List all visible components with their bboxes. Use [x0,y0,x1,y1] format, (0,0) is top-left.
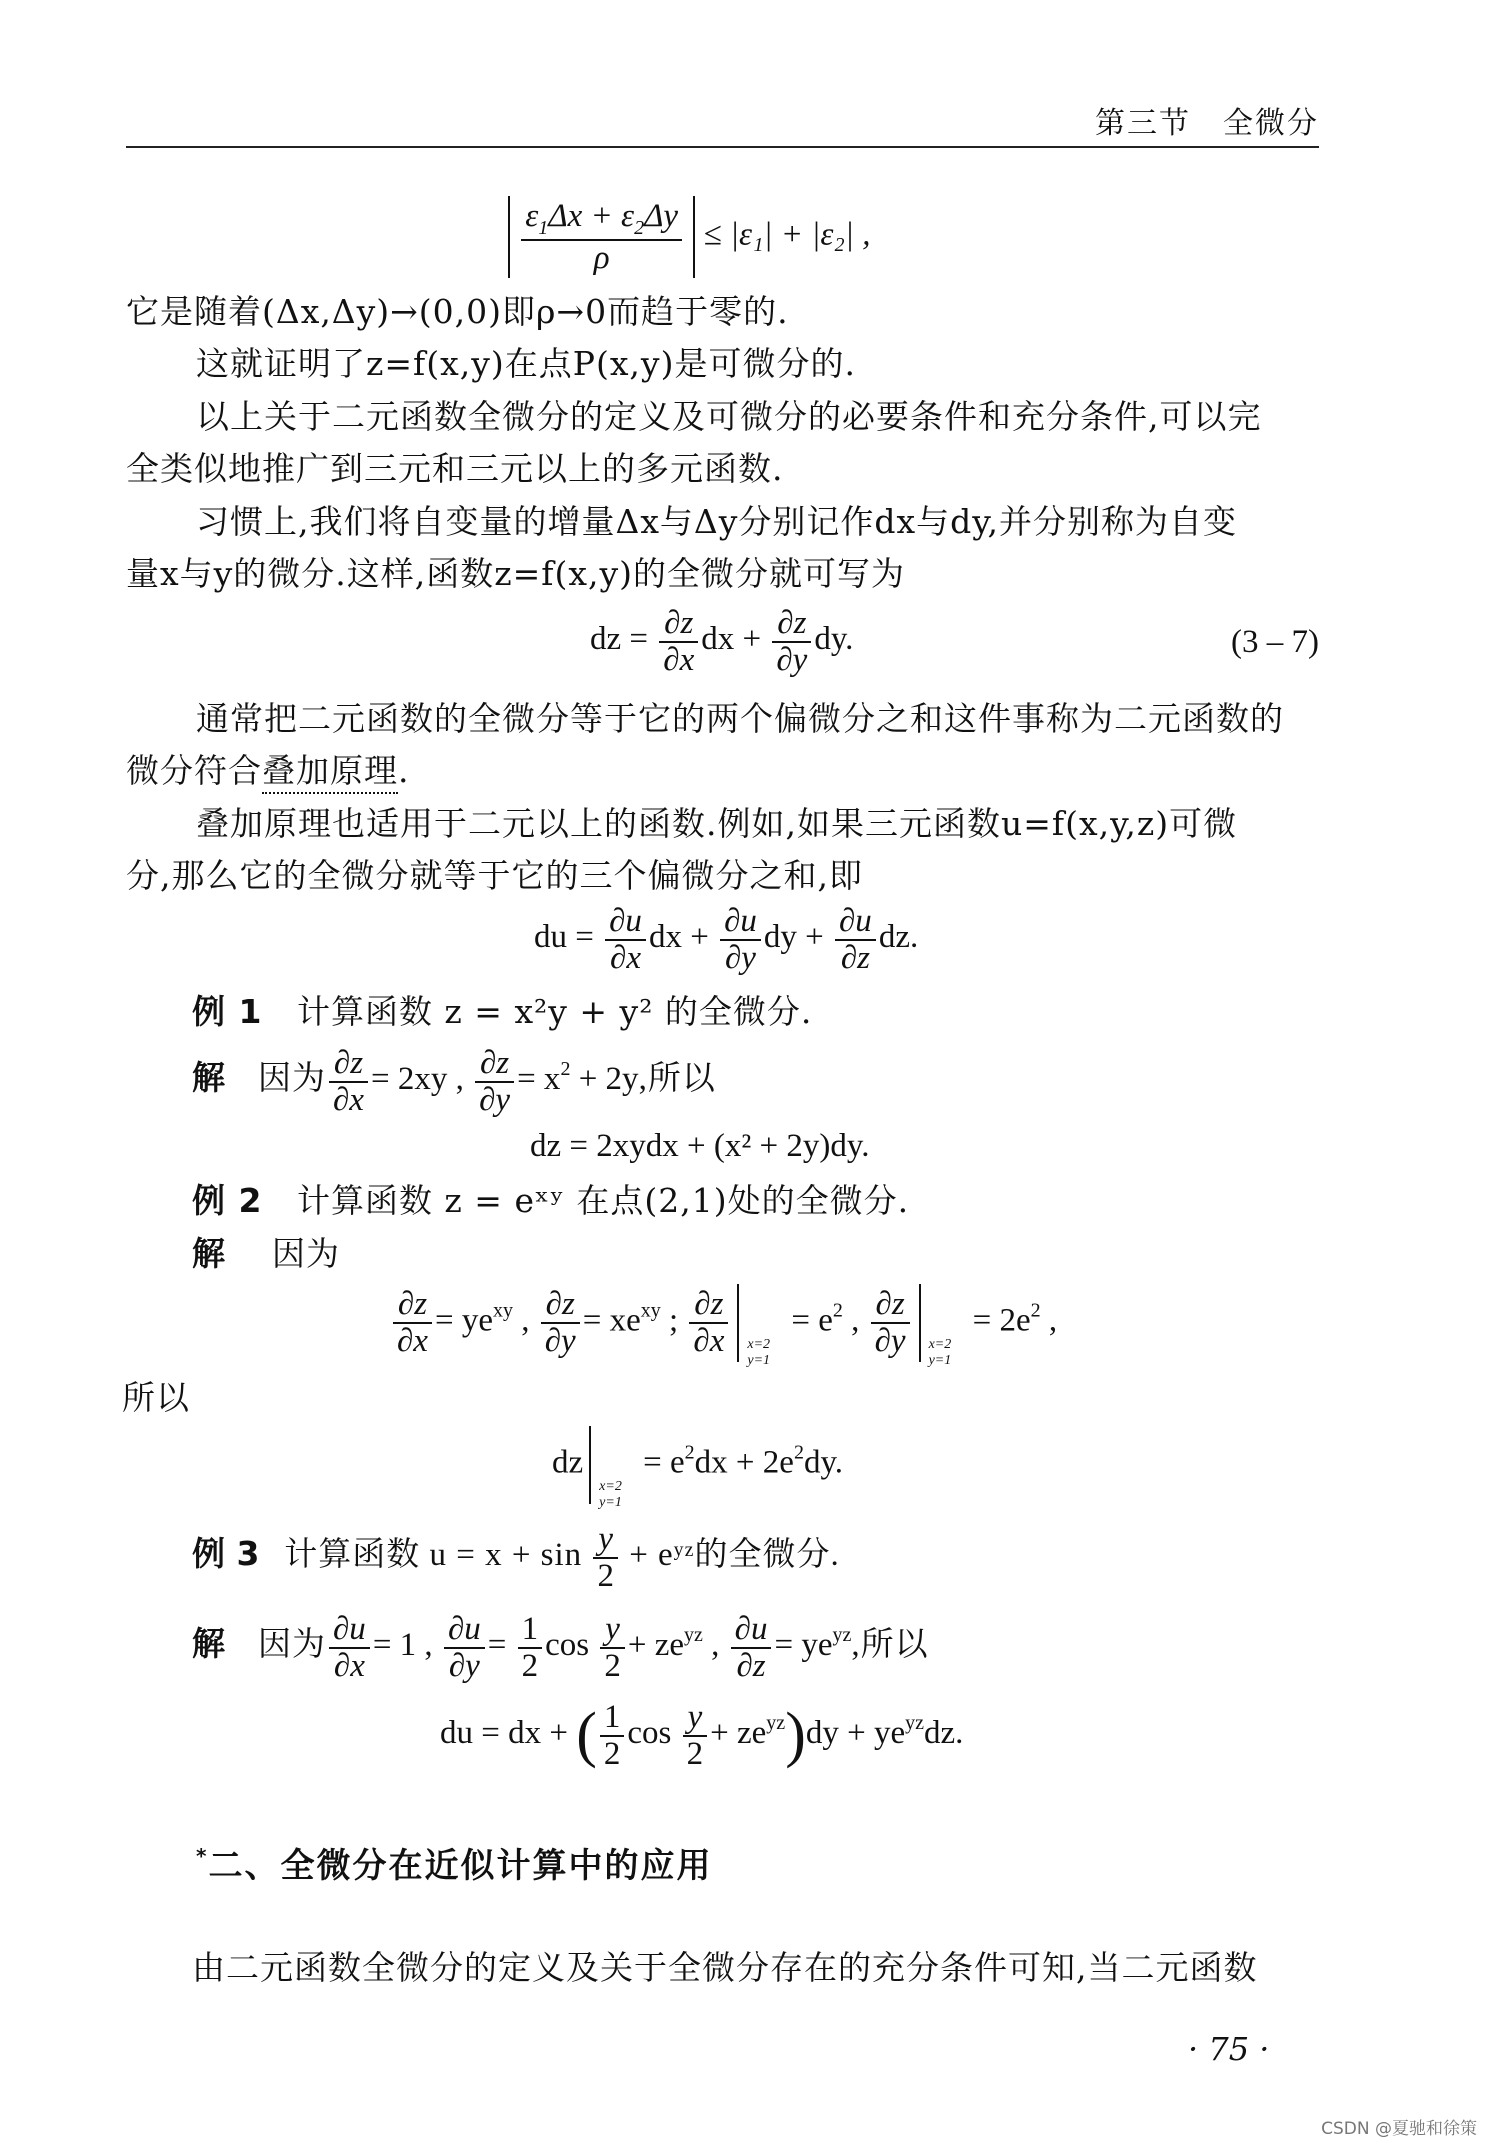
text-line-6: 量x与y的微分.这样,函数z=f(x,y)的全微分就可写为 [126,554,905,593]
inequality-formula [508,196,870,278]
solution-1: 解 因为 $\frac{\partial z}{\partial x}$ = 2xy , $\frac{\partial z}{\partial y}$ = $x^2 + 2y$,所以 [192,1045,716,1118]
text-line-4: 全类似地推广到三元和三元以上的多元函数. [126,449,784,488]
example-3: 例 3 计算函数 u = x + sin $\frac{y}{2}$ + eʸᶻ的全微分. [192,1521,840,1594]
formula-partials-ex2: $\frac{\partial z}{\partial x}$ = $ye^{xy}$ , $\frac{\partial z}{\partial y}$ = $xe^{xy}$ ; $\frac{\partial z}{\partial x}$ x=2 y=1 = $e^2$ , $\frac{\partial z}{\partial y}$ x=2 y=1 = $2e^2$ , [390,1284,1057,1362]
term-superposition: 叠加原理 [262,751,398,794]
text-last-line: 由二元函数全微分的定义及关于全微分存在的充分条件可知,当二元函数 [192,1948,1258,1987]
header-rule [126,146,1319,148]
formula-dz-at-point: dz x=2 y=1 = $e^2dx + 2e^2dy$. [552,1426,843,1504]
solution-3: 解 因为 $\frac{\partial u}{\partial x}$ = 1 , $\frac{\partial u}{\partial y}$ = $\frac{1}{2}$ cos $\frac{y}{2}$ + $ze^{yz}$ , $\frac{\partial u}{\partial z}$ = $ye^{yz}$,所以 [192,1611,929,1684]
text-line-1: 它是随着(Δx,Δy)→(0,0)即ρ→0而趋于零的. [126,292,789,331]
text-therefore: 所以 [122,1378,190,1417]
page-number: · 75 · [1188,2030,1270,2068]
text-line-7: 通常把二元函数的全微分等于它的两个偏微分之和这件事称为二元函数的 [196,699,1284,738]
formula-du: du = $\frac{\partial u}{\partial x}$ dx + $\frac{\partial u}{\partial y}$ dy + $\frac{\partial u}{\partial z}$ dz. [534,903,919,976]
abs-bar-left [508,196,510,278]
example-1: 例 1 计算函数 z = x²y + y² 的全微分. [192,992,813,1031]
text-line-5: 习惯上,我们将自变量的增量Δx与Δy分别记作dx与dy,并分别称为自变 [196,502,1238,541]
equation-number: (3 – 7) [1231,624,1319,660]
running-header: 第三节 全微分 [1095,106,1319,141]
abs-bar-right [693,196,695,278]
example-2: 例 2 计算函数 z = eˣʸ 在点(2,1)处的全微分. [192,1181,910,1220]
inequality-rhs: ≤ |ε₁| + |ε₂| , [703,216,871,253]
text-line-3: 以上关于二元函数全微分的定义及可微分的必要条件和充分条件,可以完 [196,397,1262,436]
text-line-10: 分,那么它的全微分就等于它的三个偏微分之和,即 [126,856,863,895]
watermark: CSDN @夏驰和徐策 [1321,2119,1477,2139]
fraction-eps: $\frac{\varepsilon_1\Delta x + \varepsilon_2\Delta y}{\rho}$ [521,199,682,276]
example-1-result: dz = 2xydx + (x² + 2y)dy. [530,1128,870,1164]
section-heading: *二、全微分在近似计算中的应用 [196,1844,713,1886]
text-line-2: 这就证明了z=f(x,y)在点P(x,y)是可微分的. [196,344,856,383]
text-line-9: 叠加原理也适用于二元以上的函数.例如,如果三元函数u=f(x,y,z)可微 [196,804,1238,843]
formula-3-7: dz = $\frac{\partial z}{\partial x}$ dx + $\frac{\partial z}{\partial y}$ dy. [590,605,854,678]
solution-2: 解 因为 [192,1234,340,1273]
text-line-8: 微分符合叠加原理. [126,745,410,797]
formula-du-ex3: du = dx + ( $\frac{1}{2}$ cos $\frac{y}{2}$ + $ze^{yz})dy + ye^{yz}dz$. [440,1699,964,1772]
